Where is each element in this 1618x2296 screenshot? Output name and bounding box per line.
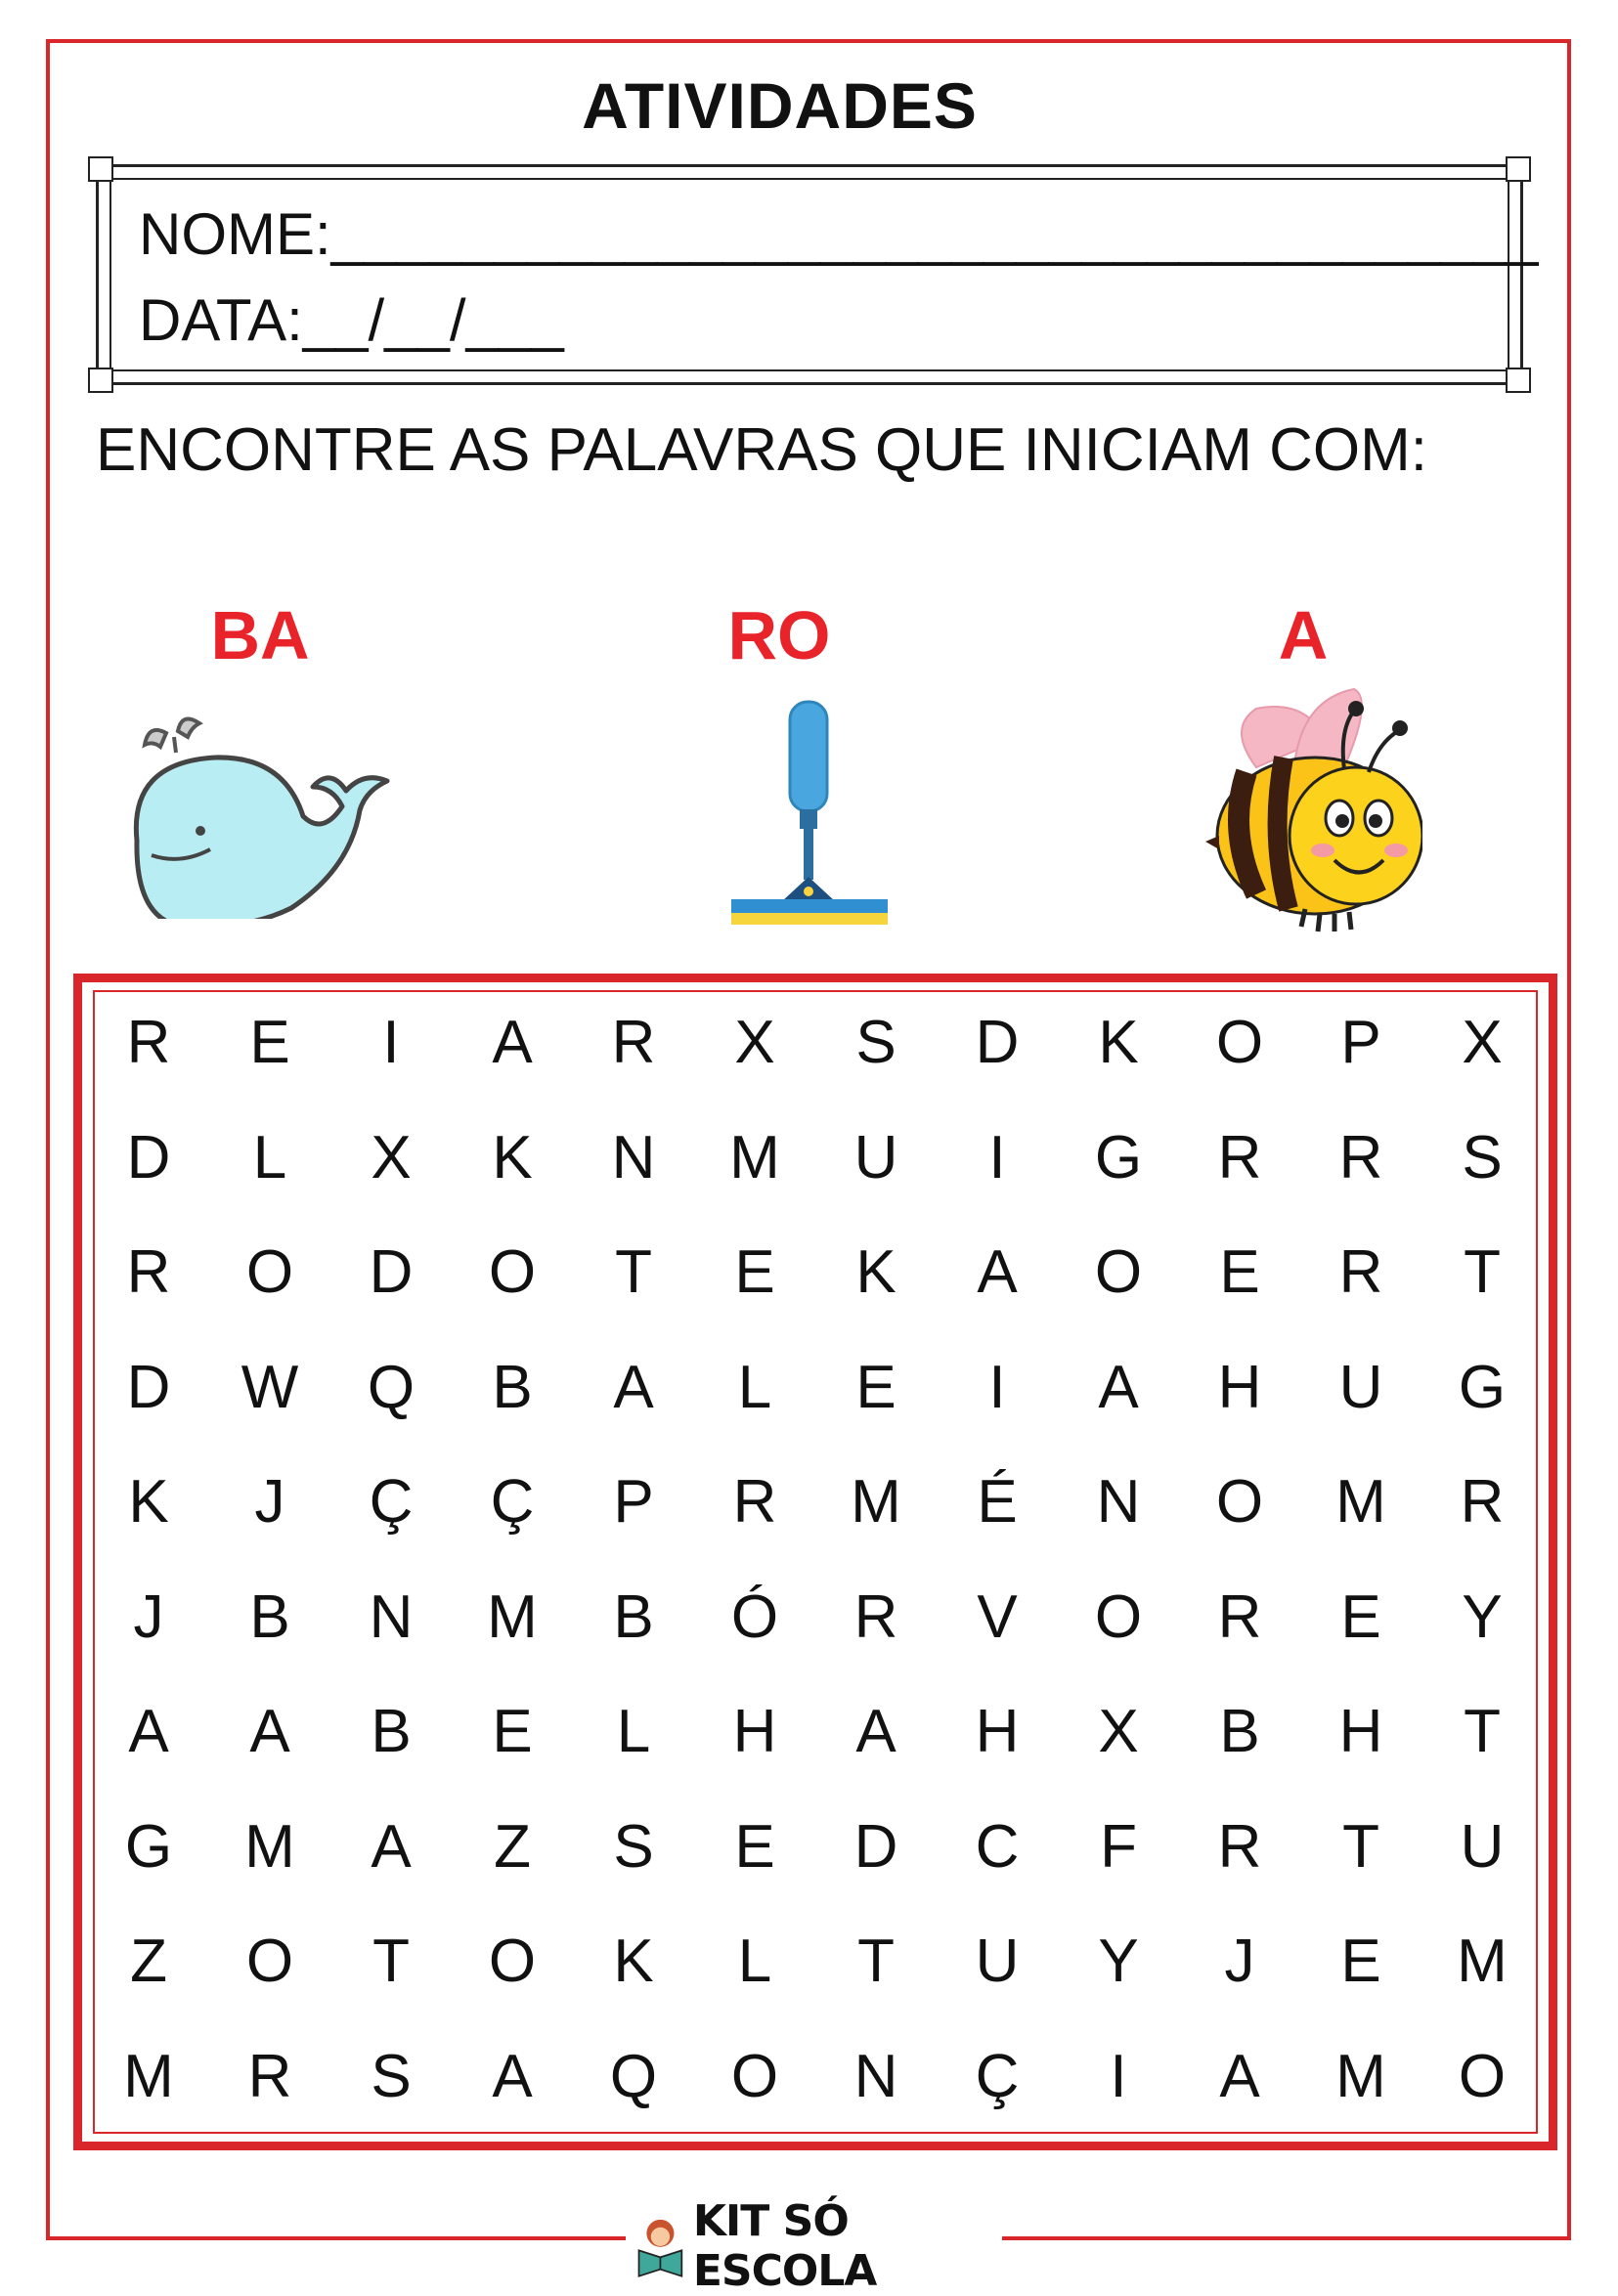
grid-letter[interactable]: U	[1338, 1353, 1383, 1421]
grid-letter[interactable]: G	[124, 1812, 173, 1881]
grid-letter[interactable]: J	[254, 1468, 285, 1537]
grid-letter[interactable]: D	[126, 1353, 171, 1421]
grid-letter[interactable]: A	[249, 1698, 290, 1766]
grid-letter[interactable]: L	[252, 1123, 287, 1191]
grid-letter[interactable]: A	[492, 2042, 533, 2110]
grid-letter[interactable]: U	[853, 1123, 898, 1191]
grid-letter[interactable]: I	[988, 1353, 1006, 1421]
grid-letter[interactable]: O	[245, 1928, 294, 1996]
grid-letter[interactable]: R	[1460, 1468, 1505, 1537]
grid-letter[interactable]: R	[126, 1009, 171, 1077]
grid-letter[interactable]: D	[853, 1812, 898, 1881]
grid-letter[interactable]: O	[245, 1238, 294, 1307]
grid-letter[interactable]: K	[492, 1123, 533, 1191]
grid-letter[interactable]: N	[853, 2042, 898, 2110]
grid-letter[interactable]: O	[1094, 1238, 1143, 1307]
grid-letter[interactable]: J	[133, 1582, 164, 1651]
grid-letter[interactable]: D	[369, 1238, 414, 1307]
syllable-ba: BA	[210, 597, 310, 673]
grid-letter[interactable]: Z	[130, 1928, 167, 1996]
grid-letter[interactable]: S	[613, 1812, 654, 1881]
grid-letter[interactable]: M	[1335, 2042, 1386, 2110]
grid-letter[interactable]: G	[1094, 1123, 1143, 1191]
grid-letter[interactable]: Z	[494, 1812, 531, 1881]
grid-letter[interactable]: R	[611, 1009, 656, 1077]
grid-letter[interactable]: S	[1462, 1123, 1503, 1191]
grid-letter[interactable]: M	[851, 1468, 901, 1537]
footer-logo	[626, 2195, 1002, 2296]
grid-letter[interactable]: A	[1098, 1353, 1139, 1421]
grid-letter[interactable]: M	[244, 1812, 295, 1881]
grid-letter[interactable]: P	[613, 1468, 654, 1537]
grid-letter[interactable]: E	[1340, 1928, 1381, 1996]
grid-letter[interactable]: J	[1224, 1928, 1255, 1996]
grid-letter[interactable]: H	[975, 1698, 1020, 1766]
grid-letter[interactable]: N	[369, 1582, 414, 1651]
grid-letter[interactable]: K	[855, 1238, 896, 1307]
grid-letter[interactable]: Ç	[369, 1468, 414, 1537]
word-search-grid	[88, 985, 1543, 2134]
frame-corner	[88, 368, 113, 393]
grid-letter[interactable]: A	[1219, 2042, 1260, 2110]
grid-letter[interactable]: H	[732, 1698, 777, 1766]
grid-letter[interactable]: O	[488, 1928, 537, 1996]
grid-letter[interactable]: T	[1342, 1812, 1379, 1881]
reading-child-icon	[635, 2212, 685, 2280]
grid-letter[interactable]: U	[975, 1928, 1020, 1996]
grid-letter[interactable]: X	[371, 1123, 412, 1191]
grid-letter[interactable]: I	[1110, 2042, 1127, 2110]
grid-letter[interactable]: T	[1464, 1238, 1501, 1307]
grid-letter[interactable]: R	[853, 1582, 898, 1651]
grid-letter[interactable]: M	[1457, 1928, 1508, 1996]
grid-letter[interactable]: X	[1462, 1009, 1503, 1077]
grid-letter[interactable]: F	[1100, 1812, 1137, 1881]
grid-letter[interactable]: R	[126, 1238, 171, 1307]
grid-letter[interactable]: T	[372, 1928, 410, 1996]
grid-letter[interactable]: L	[737, 1928, 772, 1996]
grid-letter[interactable]: G	[1458, 1353, 1507, 1421]
grid-letter[interactable]: I	[988, 1123, 1006, 1191]
grid-letter[interactable]: E	[734, 1812, 775, 1881]
grid-letter[interactable]: Ó	[730, 1582, 779, 1651]
grid-letter[interactable]: V	[977, 1582, 1018, 1651]
grid-letter[interactable]: A	[128, 1698, 169, 1766]
grid-letter[interactable]: M	[123, 2042, 174, 2110]
grid-letter[interactable]: B	[371, 1698, 412, 1766]
grid-letter[interactable]: T	[857, 1928, 895, 1996]
grid-letter[interactable]: C	[975, 1812, 1020, 1881]
grid-letter[interactable]: S	[855, 1009, 896, 1077]
grid-letter[interactable]: Y	[1098, 1928, 1139, 1996]
grid-letter[interactable]: O	[1215, 1468, 1264, 1537]
grid-letter[interactable]: K	[613, 1928, 654, 1996]
syllable-a: A	[1278, 597, 1329, 673]
grid-letter[interactable]: U	[1460, 1812, 1505, 1881]
grid-letter[interactable]: O	[730, 2042, 779, 2110]
grid-letter[interactable]: B	[249, 1582, 290, 1651]
grid-letter[interactable]: Y	[1462, 1582, 1503, 1651]
grid-letter[interactable]: D	[126, 1123, 171, 1191]
grid-letter[interactable]: K	[1098, 1009, 1139, 1077]
grid-letter[interactable]: L	[737, 1353, 772, 1421]
grid-letter[interactable]: K	[128, 1468, 169, 1537]
grid-letter[interactable]: É	[977, 1468, 1018, 1537]
whale-icon	[127, 714, 391, 919]
grid-letter[interactable]: R	[1338, 1238, 1383, 1307]
grid-letter[interactable]: B	[492, 1353, 533, 1421]
grid-letter[interactable]: A	[855, 1698, 896, 1766]
grid-letter[interactable]: R	[1217, 1582, 1262, 1651]
grid-letter[interactable]: X	[734, 1009, 775, 1077]
grid-letter[interactable]: T	[1464, 1698, 1501, 1766]
grid-letter[interactable]: P	[1340, 1009, 1381, 1077]
grid-letter[interactable]: R	[1217, 1812, 1262, 1881]
grid-letter[interactable]: L	[616, 1698, 651, 1766]
grid-letter[interactable]: Ç	[490, 1468, 535, 1537]
grid-letter[interactable]: I	[382, 1009, 400, 1077]
grid-letter[interactable]: M	[487, 1582, 538, 1651]
grid-letter[interactable]: Q	[367, 1353, 415, 1421]
grid-letter[interactable]: A	[492, 1009, 533, 1077]
grid-letter[interactable]: N	[1096, 1468, 1141, 1537]
grid-letter[interactable]: S	[371, 2042, 412, 2110]
grid-letter[interactable]: B	[1219, 1698, 1260, 1766]
grid-letter[interactable]: O	[488, 1238, 537, 1307]
grid-letter[interactable]: N	[611, 1123, 656, 1191]
frame-corner	[1506, 156, 1531, 182]
date-field[interactable]: DATA:__/__/___	[139, 287, 564, 353]
grid-letter[interactable]: E	[249, 1009, 290, 1077]
grid-letter[interactable]: E	[855, 1353, 896, 1421]
grid-letter[interactable]: Q	[609, 2042, 658, 2110]
grid-letter[interactable]: A	[613, 1353, 654, 1421]
page-title: ATIVIDADES	[582, 69, 978, 142]
grid-letter[interactable]: M	[729, 1123, 780, 1191]
grid-letter[interactable]: M	[1335, 1468, 1386, 1537]
grid-letter[interactable]: R	[1338, 1123, 1383, 1191]
grid-letter[interactable]: B	[613, 1582, 654, 1651]
grid-letter[interactable]: W	[241, 1353, 299, 1421]
squeegee-icon	[723, 696, 890, 940]
logo-text: KIT SÓ ESCOLA	[692, 2195, 877, 2296]
frame-corner	[1506, 368, 1531, 393]
grid-letter[interactable]: O	[1458, 2042, 1507, 2110]
bee-icon	[1198, 679, 1422, 938]
grid-letter[interactable]: D	[975, 1009, 1020, 1077]
grid-letter[interactable]: R	[732, 1468, 777, 1537]
frame-corner	[88, 156, 113, 182]
grid-letter[interactable]: X	[1098, 1698, 1139, 1766]
syllable-ro: RO	[727, 597, 831, 673]
grid-letter[interactable]: R	[1217, 1123, 1262, 1191]
grid-letter[interactable]: A	[977, 1238, 1018, 1307]
grid-letter[interactable]: H	[1338, 1698, 1383, 1766]
grid-letter[interactable]: A	[371, 1812, 412, 1881]
name-field[interactable]: NOME:_____________________________________	[139, 201, 1539, 267]
grid-letter[interactable]: R	[247, 2042, 292, 2110]
grid-letter[interactable]: E	[734, 1238, 775, 1307]
grid-letter[interactable]: O	[1215, 1009, 1264, 1077]
grid-letter[interactable]: E	[1219, 1238, 1260, 1307]
grid-letter[interactable]: H	[1217, 1353, 1262, 1421]
grid-letter[interactable]: E	[1340, 1582, 1381, 1651]
grid-letter[interactable]: E	[492, 1698, 533, 1766]
grid-letter[interactable]: T	[615, 1238, 652, 1307]
instructions: ENCONTRE AS PALAVRAS QUE INICIAM COM:	[96, 416, 1427, 484]
grid-letter[interactable]: Ç	[975, 2042, 1020, 2110]
grid-letter[interactable]: O	[1094, 1582, 1143, 1651]
